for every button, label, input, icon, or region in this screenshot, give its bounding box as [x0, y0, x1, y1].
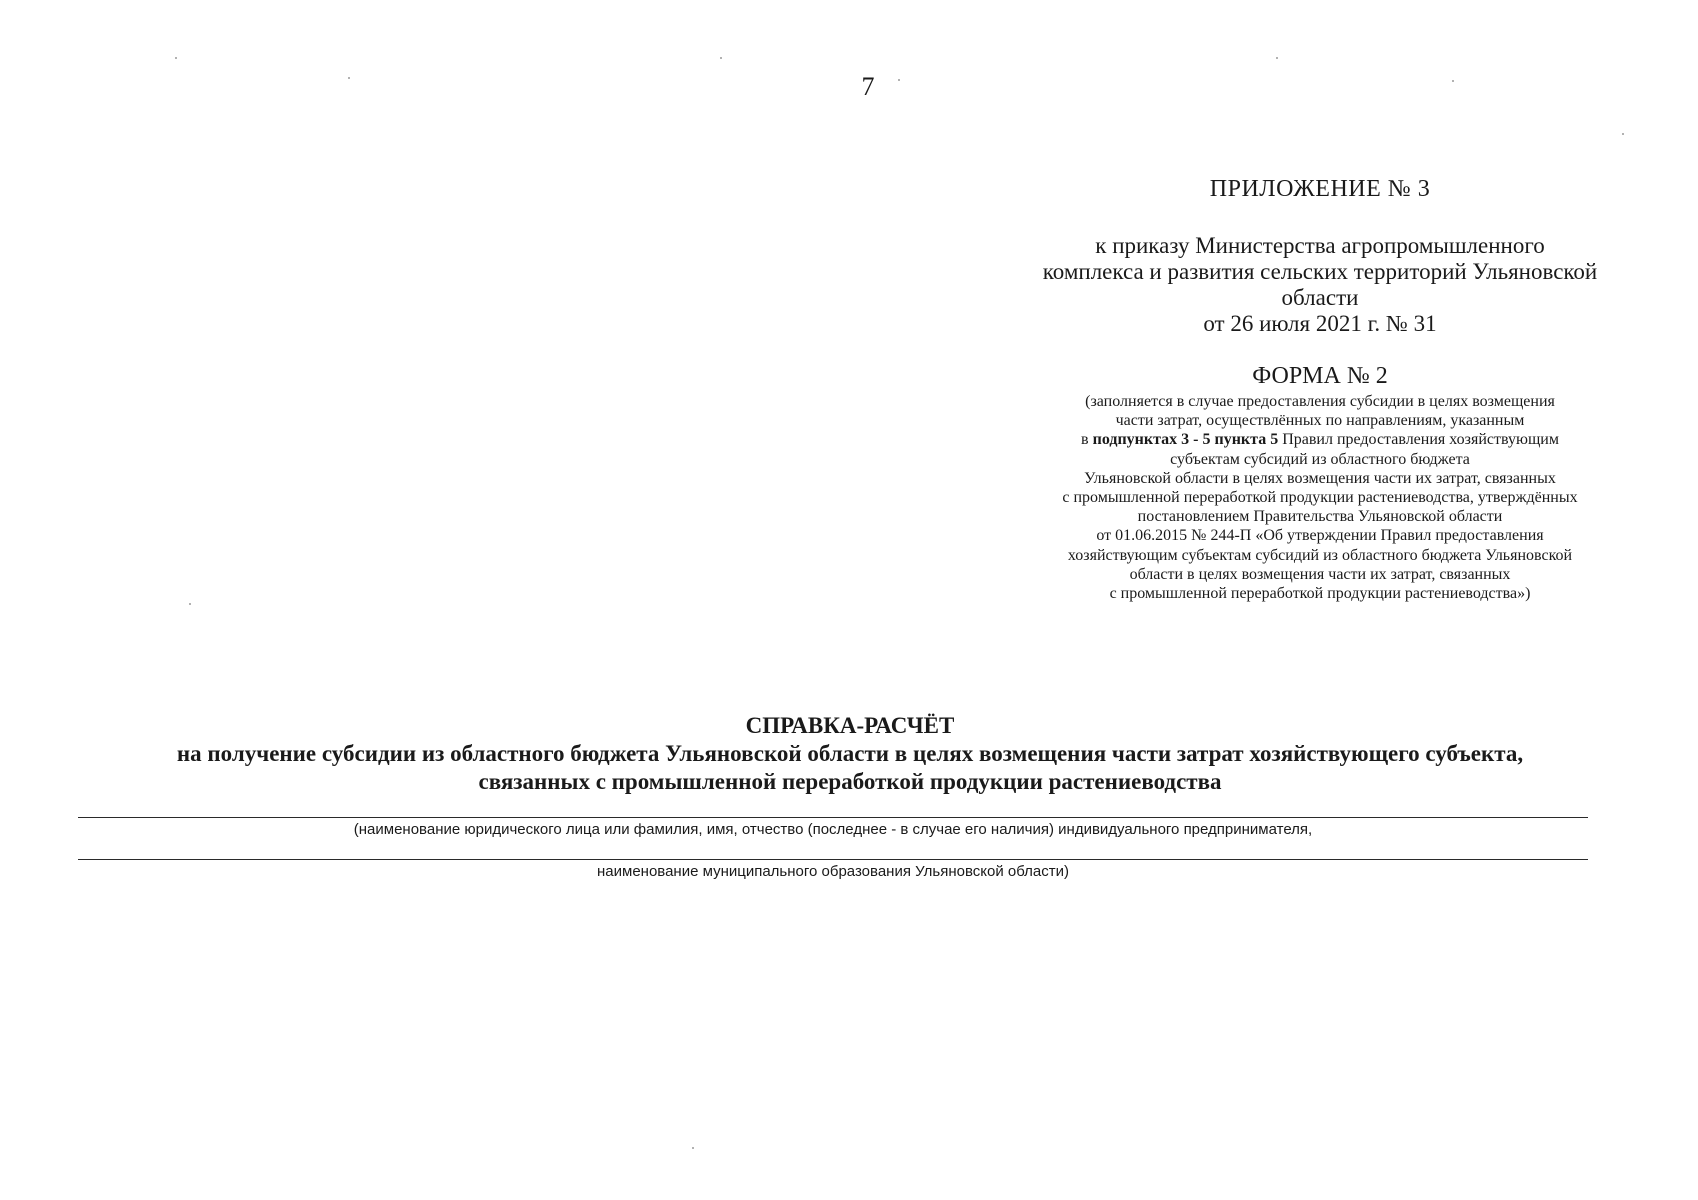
document-subtitle-line: на получение субсидии из областного бюджета Ульяновской области в целях возмещения части затрат хозяйствующего субъекта, [176, 741, 1524, 766]
order-line: области [1281, 285, 1359, 310]
form-note-line [990, 430, 1650, 449]
form-note-bold-reference: подпунктах 3 - 5 пункта 5 [1092, 431, 1279, 449]
scan-speck [898, 79, 900, 81]
form-note-line: с промышленной переработкой продукции растениеводства») [1109, 585, 1531, 603]
order-line: от 26 июля 2021 г. № 31 [1203, 311, 1437, 336]
order-line: комплекса и развития сельских территорий Ульяновской [1042, 259, 1598, 284]
form-note [990, 392, 1650, 603]
scan-speck [692, 1147, 694, 1149]
form-note-line: от 01.06.2015 № 244-П «Об утверждении Правил предоставления [1096, 527, 1544, 545]
appendix-title: ПРИЛОЖЕНИЕ № 3 [1209, 176, 1431, 202]
form-title: ФОРМА № 2 [1252, 363, 1388, 389]
form-note-line: области в целях возмещения части их затрат, связанных [1129, 565, 1511, 583]
scan-speck [720, 57, 722, 59]
entity-name-line [78, 817, 1588, 818]
document-title-block [100, 712, 1600, 796]
form-note-line: постановлением Правительства Ульяновской области [1137, 508, 1503, 526]
scan-speck [175, 57, 177, 59]
document-subtitle-line: связанных с промышленной переработкой продукции растениеводства [478, 769, 1222, 794]
form-note-prefix: в [1081, 431, 1089, 449]
form-note-line: с промышленной переработкой продукции растениеводства, утверждённых [1062, 489, 1578, 507]
entity-name-caption: (наименование юридического лица или фамилия, имя, отчество (последнее - в случае его наличия) индивидуального предпринимателя, [353, 821, 1313, 838]
form-note-suffix: Правил предоставления хозяйствующим [1282, 431, 1559, 449]
scan-speck [1622, 133, 1624, 135]
page-number: 7 [861, 72, 875, 101]
order-reference [990, 233, 1650, 337]
form-note-line: Ульяновской области в целях возмещения части их затрат, связанных [1084, 469, 1556, 487]
scan-speck [189, 603, 191, 605]
municipality-caption: наименование муниципального образования Ульяновской области) [597, 863, 1069, 880]
scan-speck [1452, 80, 1454, 82]
order-line: к приказу Министерства агропромышленного [1095, 233, 1545, 258]
document-title: СПРАВКА-РАСЧЁТ [745, 713, 955, 738]
form-note-line: хозяйствующим субъектам субсидий из областного бюджета Ульяновской [1067, 546, 1573, 564]
scan-speck [348, 77, 350, 79]
municipality-line [78, 859, 1588, 860]
form-note-line: (заполняется в случае предоставления субсидии в целях возмещения [1085, 393, 1555, 410]
scan-speck [1276, 57, 1278, 59]
form-note-line: части затрат, осуществлённых по направлениям, указанным [1115, 412, 1525, 430]
form-note-line: субъектам субсидий из областного бюджета [1170, 450, 1470, 468]
